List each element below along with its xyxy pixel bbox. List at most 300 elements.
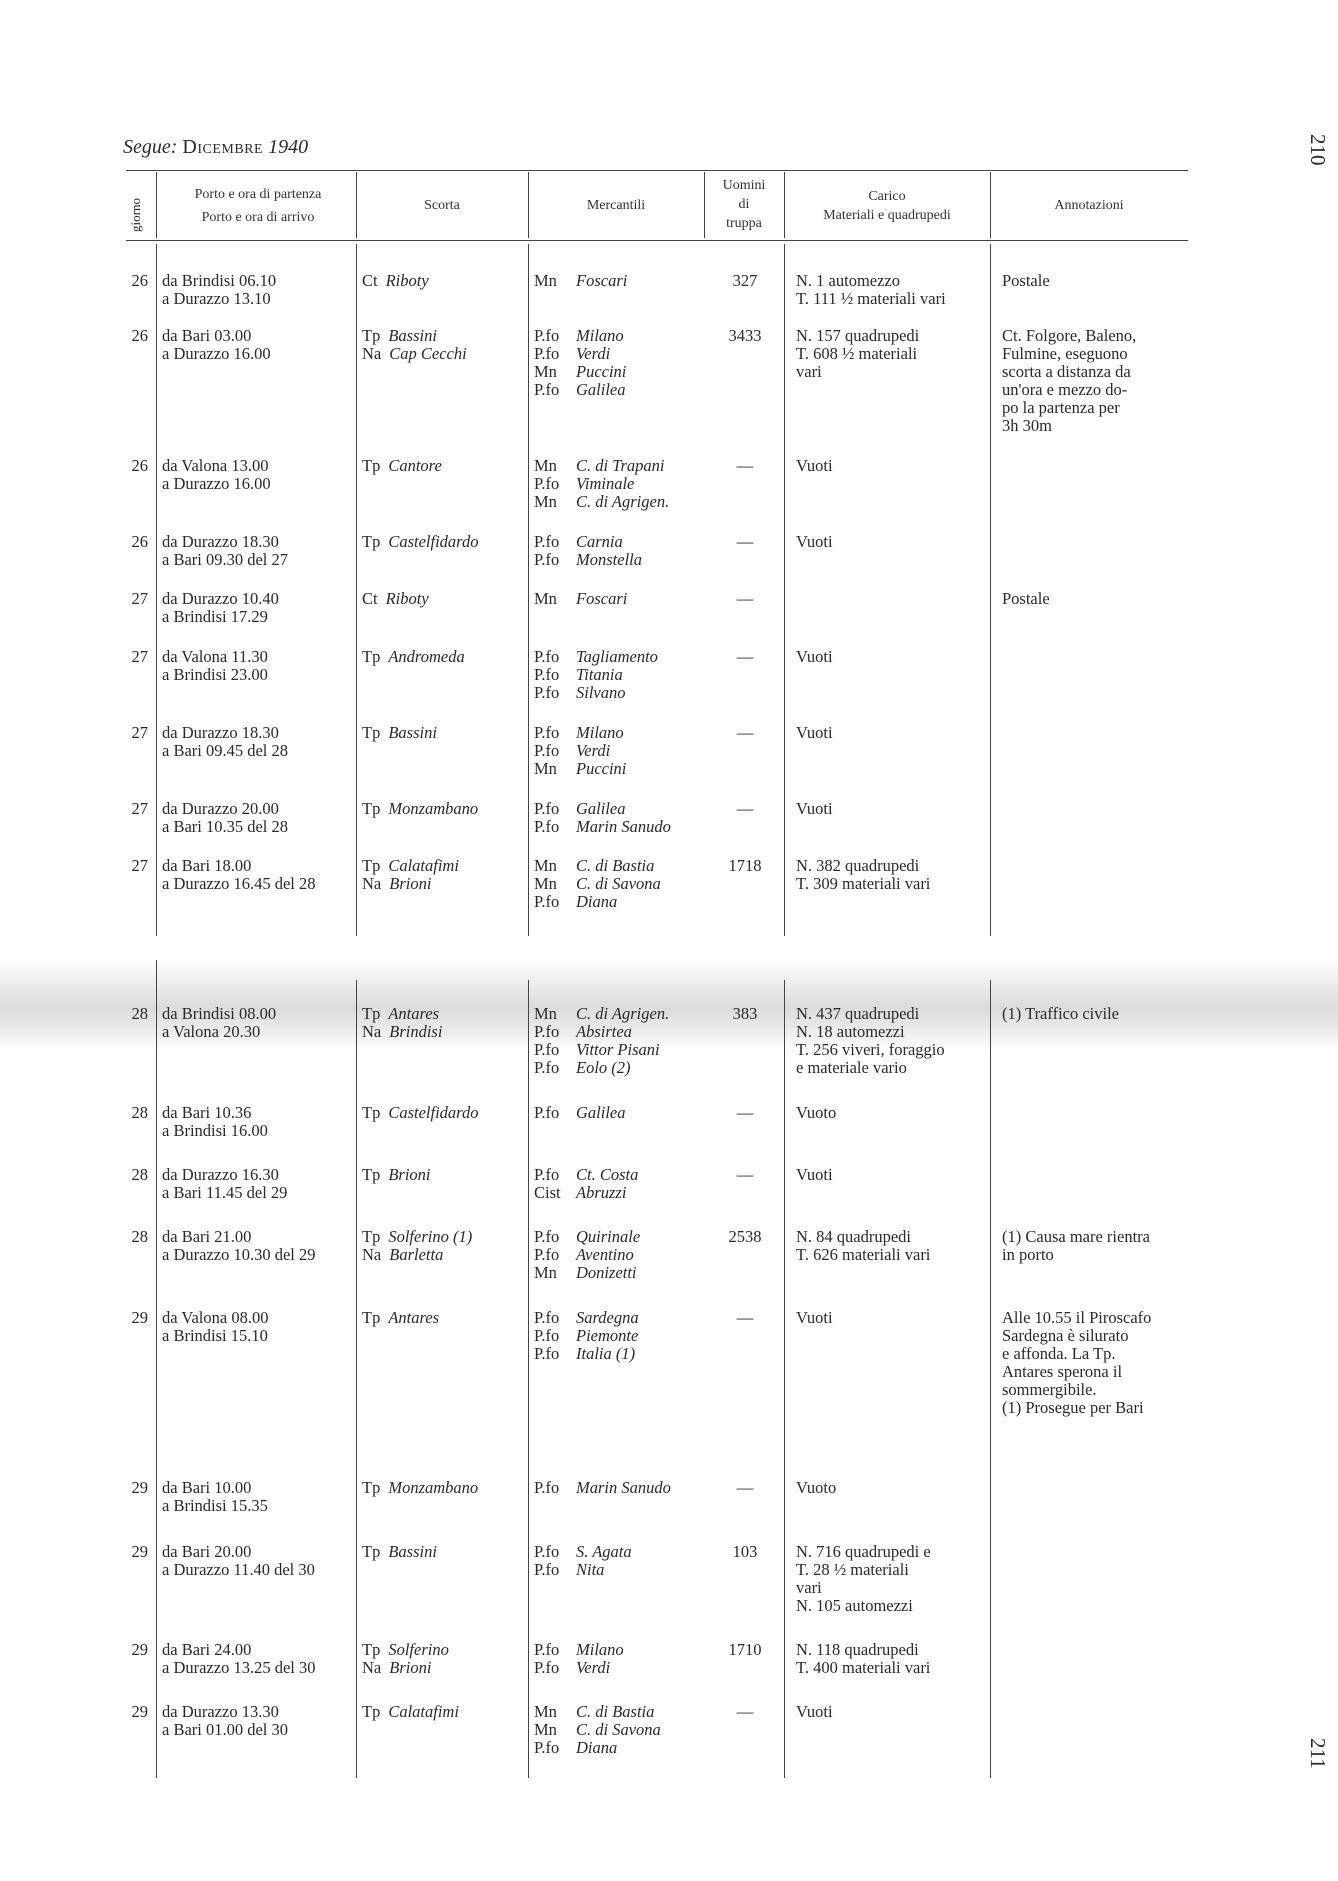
cargo-line: N. 84 quadrupedi bbox=[796, 1227, 912, 1246]
departure-cell: da Valona 11.30 bbox=[162, 647, 268, 666]
escort-type: Tp bbox=[362, 1103, 381, 1122]
merchant-name: Galilea bbox=[576, 799, 626, 818]
merchant-type: P.fo bbox=[534, 1103, 560, 1122]
annotation-line: Sardegna è silurato bbox=[1002, 1326, 1129, 1345]
uomini-line-2: di bbox=[738, 196, 750, 212]
escort-name: Bassini bbox=[388, 723, 437, 742]
col-divider bbox=[990, 244, 991, 936]
escort-type: Tp bbox=[362, 647, 381, 666]
departure-cell: da Brindisi 08.00 bbox=[162, 1004, 277, 1023]
column-header-carico bbox=[784, 188, 990, 226]
departure-cell: da Bari 10.00 bbox=[162, 1478, 252, 1497]
arrival-cell: a Bari 09.30 del 27 bbox=[162, 550, 289, 569]
merchant-ship bbox=[534, 1059, 631, 1077]
merchant-type: Mn bbox=[534, 271, 557, 290]
merchant-type: Mn bbox=[534, 589, 557, 608]
merchant-type: Mn bbox=[534, 1720, 557, 1739]
troops-cell: 103 bbox=[732, 1542, 758, 1561]
departure-cell: da Bari 24.00 bbox=[162, 1640, 252, 1659]
merchant-name: Carnia bbox=[576, 532, 623, 551]
escort-ship bbox=[362, 1246, 443, 1264]
escort-ship bbox=[362, 724, 437, 742]
merchant-ship bbox=[534, 1309, 639, 1327]
merchant-type: P.fo bbox=[534, 326, 560, 345]
arrival-cell: a Durazzo 16.00 bbox=[162, 474, 271, 493]
escort-type: Tp bbox=[362, 1165, 381, 1184]
escort-ship bbox=[362, 1166, 431, 1184]
cargo-line: T. 626 materiali vari bbox=[796, 1245, 931, 1264]
annotation-line: sommergibile. bbox=[1002, 1380, 1097, 1399]
arrival-cell: a Bari 10.35 del 28 bbox=[162, 817, 289, 836]
escort-type: Ct bbox=[362, 271, 378, 290]
day-cell: 29 bbox=[131, 1308, 148, 1327]
merchant-name: Galilea bbox=[576, 1103, 626, 1122]
merchant-name: Absirtea bbox=[576, 1022, 632, 1041]
departure-cell: da Durazzo 18.30 bbox=[162, 723, 279, 742]
merchant-type: Mn bbox=[534, 1004, 557, 1023]
annotation-line: (1) Causa mare rientra bbox=[1002, 1227, 1150, 1246]
merchant-type: Mn bbox=[534, 456, 557, 475]
col-divider bbox=[784, 980, 785, 1778]
merchant-type: P.fo bbox=[534, 1022, 560, 1041]
col-divider bbox=[990, 172, 991, 238]
escort-name: Brioni bbox=[389, 874, 432, 893]
cargo-line: vari bbox=[796, 1578, 822, 1597]
merchant-type: Mn bbox=[534, 492, 557, 511]
cargo-line: N. 118 quadrupedi bbox=[796, 1640, 919, 1659]
escort-name: Riboty bbox=[385, 589, 429, 608]
merchant-name: Milano bbox=[576, 326, 624, 345]
annotation-line: Ct. Folgore, Baleno, bbox=[1002, 326, 1137, 345]
cargo-line: T. 309 materiali vari bbox=[796, 874, 931, 893]
arrival-cell: a Brindisi 16.00 bbox=[162, 1121, 268, 1140]
troops-cell: 1718 bbox=[728, 856, 762, 875]
day-cell: 27 bbox=[131, 647, 148, 666]
escort-name: Brioni bbox=[389, 1658, 432, 1677]
merchant-type: P.fo bbox=[534, 1542, 560, 1561]
merchant-name: Donizetti bbox=[576, 1263, 637, 1282]
escort-type: Tp bbox=[362, 1542, 381, 1561]
col-divider bbox=[704, 172, 705, 238]
column-header-arrival: Porto e ora di arrivo bbox=[201, 209, 315, 225]
cargo-line: N. 1 automezzo bbox=[796, 271, 901, 290]
escort-ship bbox=[362, 1659, 431, 1677]
escort-name: Solferino bbox=[388, 1640, 449, 1659]
cargo-line: N. 382 quadrupedi bbox=[796, 856, 920, 875]
page-title bbox=[123, 136, 308, 159]
day-cell: 28 bbox=[131, 1227, 148, 1246]
annotation-line: Alle 10.55 il Piroscafo bbox=[1002, 1308, 1152, 1327]
merchant-type: P.fo bbox=[534, 723, 560, 742]
arrival-cell: a Brindisi 23.00 bbox=[162, 665, 268, 684]
merchant-name: Tagliamento bbox=[576, 647, 658, 666]
cargo-line: Vuoti bbox=[796, 1702, 833, 1721]
merchant-type: P.fo bbox=[534, 1326, 560, 1345]
merchant-type: P.fo bbox=[534, 1058, 560, 1077]
merchant-ship bbox=[534, 724, 624, 742]
cargo-line: Vuoto bbox=[796, 1103, 837, 1122]
escort-ship bbox=[362, 857, 459, 875]
day-cell: 27 bbox=[131, 723, 148, 742]
escort-name: Andromeda bbox=[388, 647, 465, 666]
escort-ship bbox=[362, 590, 429, 608]
annotation-line: 3h 30m bbox=[1002, 416, 1052, 435]
cargo-line: e materiale vario bbox=[796, 1058, 907, 1077]
merchant-name: Puccini bbox=[576, 362, 627, 381]
arrival-cell: a Bari 09.45 del 28 bbox=[162, 741, 289, 760]
annotation-line: Postale bbox=[1002, 589, 1050, 608]
column-header-giorno: giorno bbox=[128, 198, 143, 232]
merchant-name: Monstella bbox=[576, 550, 642, 569]
merchant-type: P.fo bbox=[534, 817, 560, 836]
merchant-name: C. di Agrigen. bbox=[576, 1004, 670, 1023]
troops-cell: — bbox=[736, 1165, 754, 1184]
troops-cell: 383 bbox=[732, 1004, 758, 1023]
merchant-type: P.fo bbox=[534, 344, 560, 363]
escort-ship bbox=[362, 457, 442, 475]
merchant-name: Viminale bbox=[576, 474, 635, 493]
day-cell: 27 bbox=[131, 856, 148, 875]
annotation-line: scorta a distanza da bbox=[1002, 362, 1131, 381]
col-divider bbox=[356, 244, 357, 936]
troops-cell: 2538 bbox=[728, 1227, 762, 1246]
departure-cell: da Durazzo 18.30 bbox=[162, 532, 279, 551]
col-divider bbox=[528, 172, 529, 238]
merchant-type: P.fo bbox=[534, 1165, 560, 1184]
merchant-ship bbox=[534, 684, 626, 702]
departure-cell: da Bari 10.36 bbox=[162, 1103, 252, 1122]
merchant-type: Mn bbox=[534, 362, 557, 381]
troops-cell: — bbox=[736, 1702, 754, 1721]
cargo-line: Vuoti bbox=[796, 1308, 833, 1327]
merchant-name: Ct. Costa bbox=[576, 1165, 639, 1184]
escort-ship bbox=[362, 345, 467, 363]
merchant-type: P.fo bbox=[534, 1560, 560, 1579]
col-divider bbox=[156, 244, 157, 936]
cargo-line: T. 256 viveri, foraggio bbox=[796, 1040, 945, 1059]
departure-cell: da Bari 21.00 bbox=[162, 1227, 252, 1246]
departure-cell: da Bari 03.00 bbox=[162, 326, 252, 345]
cargo-line: N. 157 quadrupedi bbox=[796, 326, 920, 345]
escort-ship bbox=[362, 800, 478, 818]
cargo-line: vari bbox=[796, 362, 822, 381]
escort-type: Tp bbox=[362, 1478, 381, 1497]
merchant-type: P.fo bbox=[534, 1478, 560, 1497]
merchant-name: Diana bbox=[576, 1738, 618, 1757]
merchant-type: P.fo bbox=[534, 799, 560, 818]
merchant-type: Mn bbox=[534, 1702, 557, 1721]
col-divider bbox=[528, 980, 529, 1778]
troops-cell: — bbox=[736, 589, 754, 608]
escort-ship bbox=[362, 327, 437, 345]
day-cell: 26 bbox=[131, 326, 148, 345]
col-divider bbox=[784, 172, 785, 238]
merchant-name: C. di Savona bbox=[576, 874, 661, 893]
merchant-ship bbox=[534, 1264, 637, 1282]
escort-type: Na bbox=[362, 1022, 382, 1041]
merchant-type: Mn bbox=[534, 1263, 557, 1282]
escort-type: Tp bbox=[362, 799, 381, 818]
cargo-line: N. 18 automezzi bbox=[796, 1022, 905, 1041]
departure-cell: da Bari 18.00 bbox=[162, 856, 252, 875]
merchant-type: P.fo bbox=[534, 665, 560, 684]
escort-name: Cantore bbox=[388, 456, 442, 475]
escort-type: Tp bbox=[362, 1308, 381, 1327]
merchant-name: Marin Sanudo bbox=[576, 817, 671, 836]
annotation-line: po la partenza per bbox=[1002, 398, 1120, 417]
merchant-ship bbox=[534, 345, 610, 363]
page-number-bottom: 211 bbox=[1306, 1738, 1330, 1769]
annotation-line: Fulmine, eseguono bbox=[1002, 344, 1128, 363]
column-header-annotazioni: Annotazioni bbox=[1054, 198, 1124, 213]
troops-cell: — bbox=[736, 799, 754, 818]
uomini-line-1: Uomini bbox=[722, 178, 766, 193]
merchant-name: Milano bbox=[576, 723, 624, 742]
arrival-cell: a Brindisi 15.10 bbox=[162, 1326, 268, 1345]
cargo-line: Vuoto bbox=[796, 1478, 837, 1497]
merchant-name: Vittor Pisani bbox=[576, 1040, 660, 1059]
cargo-line: N. 105 automezzi bbox=[796, 1596, 913, 1615]
escort-ship bbox=[362, 533, 479, 551]
escort-type: Tp bbox=[362, 1702, 381, 1721]
escort-type: Tp bbox=[362, 856, 381, 875]
merchant-type: P.fo bbox=[534, 550, 560, 569]
carico-line-2: Materiali e quadrupedi bbox=[823, 207, 951, 223]
escort-type: Na bbox=[362, 1658, 382, 1677]
escort-name: Monzambano bbox=[388, 1478, 479, 1497]
merchant-type: Cist bbox=[534, 1183, 561, 1202]
merchant-name: Galilea bbox=[576, 380, 626, 399]
escort-ship bbox=[362, 1228, 472, 1246]
merchant-name: C. di Bastia bbox=[576, 1702, 655, 1721]
merchant-ship bbox=[534, 1561, 604, 1579]
merchant-ship bbox=[534, 1543, 632, 1561]
escort-name: Solferino (1) bbox=[388, 1227, 473, 1246]
escort-name: Bassini bbox=[388, 1542, 437, 1561]
departure-cell: da Durazzo 10.40 bbox=[162, 589, 279, 608]
escort-type: Tp bbox=[362, 1640, 381, 1659]
escort-ship bbox=[362, 1309, 439, 1327]
title-prefix: Segue: bbox=[123, 136, 178, 158]
day-cell: 28 bbox=[131, 1165, 148, 1184]
merchant-ship bbox=[534, 1104, 626, 1122]
merchant-name: Titania bbox=[576, 665, 623, 684]
cargo-line: T. 400 materiali vari bbox=[796, 1658, 931, 1677]
escort-name: Brindisi bbox=[389, 1022, 443, 1041]
merchant-type: Mn bbox=[534, 874, 557, 893]
merchant-name: C. di Savona bbox=[576, 1720, 661, 1739]
day-cell: 29 bbox=[131, 1640, 148, 1659]
merchant-name: Verdi bbox=[576, 344, 611, 363]
arrival-cell: a Valona 20.30 bbox=[162, 1022, 261, 1041]
arrival-cell: a Bari 01.00 del 30 bbox=[162, 1720, 289, 1739]
annotation-line: Antares sperona il bbox=[1002, 1362, 1123, 1381]
troops-cell: — bbox=[736, 723, 754, 742]
departure-cell: da Brindisi 06.10 bbox=[162, 271, 277, 290]
merchant-name: Milano bbox=[576, 1640, 624, 1659]
escort-name: Calatafimi bbox=[388, 856, 459, 875]
merchant-name: Marin Sanudo bbox=[576, 1478, 671, 1497]
escort-type: Tp bbox=[362, 1227, 381, 1246]
escort-ship bbox=[362, 1005, 439, 1023]
day-cell: 26 bbox=[131, 456, 148, 475]
escort-type: Tp bbox=[362, 326, 381, 345]
merchant-type: Mn bbox=[534, 856, 557, 875]
day-cell: 26 bbox=[131, 532, 148, 551]
merchant-ship bbox=[534, 1659, 610, 1677]
escort-name: Cap Cecchi bbox=[389, 344, 467, 363]
cargo-line: Vuoti bbox=[796, 799, 833, 818]
escort-name: Castelfidardo bbox=[388, 532, 479, 551]
cargo-line: T. 111 ½ materiali vari bbox=[796, 289, 946, 308]
merchant-type: P.fo bbox=[534, 380, 560, 399]
escort-name: Castelfidardo bbox=[388, 1103, 479, 1122]
merchant-ship bbox=[534, 1327, 638, 1345]
merchant-ship bbox=[534, 760, 626, 778]
column-header-ports bbox=[160, 186, 356, 228]
merchant-type: P.fo bbox=[534, 1308, 560, 1327]
day-cell: 27 bbox=[131, 589, 148, 608]
annotation-line: un'ora e mezzo do- bbox=[1002, 380, 1128, 399]
merchant-name: Diana bbox=[576, 892, 618, 911]
day-cell: 28 bbox=[131, 1004, 148, 1023]
merchant-name: Silvano bbox=[576, 683, 626, 702]
title-month: Dicembre bbox=[182, 136, 264, 158]
escort-name: Antares bbox=[388, 1308, 440, 1327]
merchant-ship bbox=[534, 1166, 638, 1184]
arrival-cell: a Durazzo 13.10 bbox=[162, 289, 271, 308]
cargo-line: T. 28 ½ materiali bbox=[796, 1560, 909, 1579]
merchant-name: C. di Bastia bbox=[576, 856, 655, 875]
cargo-line: Vuoti bbox=[796, 647, 833, 666]
arrival-cell: a Durazzo 16.00 bbox=[162, 344, 271, 363]
col-divider bbox=[356, 172, 357, 238]
troops-cell: — bbox=[736, 1478, 754, 1497]
escort-ship bbox=[362, 1543, 437, 1561]
carico-line-1: Carico bbox=[868, 189, 906, 204]
merchant-name: Piemonte bbox=[576, 1326, 639, 1345]
annotation-line: in porto bbox=[1002, 1245, 1054, 1264]
escort-type: Na bbox=[362, 874, 382, 893]
merchant-name: Aventino bbox=[576, 1245, 634, 1264]
troops-cell: 3433 bbox=[728, 326, 762, 345]
merchant-ship bbox=[534, 1228, 640, 1246]
merchant-name: Verdi bbox=[576, 741, 611, 760]
escort-ship bbox=[362, 272, 429, 290]
merchant-type: P.fo bbox=[534, 1658, 560, 1677]
troops-cell: — bbox=[736, 647, 754, 666]
day-cell: 26 bbox=[131, 271, 148, 290]
annotation-line: (1) Prosegue per Bari bbox=[1002, 1398, 1144, 1417]
merchant-type: P.fo bbox=[534, 1227, 560, 1246]
merchant-type: P.fo bbox=[534, 1344, 560, 1363]
troops-cell: 1710 bbox=[728, 1640, 762, 1659]
arrival-cell: a Brindisi 17.29 bbox=[162, 607, 268, 626]
departure-cell: da Bari 20.00 bbox=[162, 1542, 252, 1561]
troops-cell: — bbox=[736, 456, 754, 475]
col-divider bbox=[356, 980, 357, 1778]
escort-type: Tp bbox=[362, 456, 381, 475]
merchant-ship bbox=[534, 475, 634, 493]
title-year: 1940 bbox=[268, 136, 309, 158]
merchant-ship bbox=[534, 1739, 617, 1757]
cargo-line: Vuoti bbox=[796, 532, 833, 551]
merchant-name: Nita bbox=[576, 1560, 605, 1579]
escort-type: Tp bbox=[362, 532, 381, 551]
escort-name: Monzambano bbox=[388, 799, 479, 818]
escort-type: Na bbox=[362, 344, 382, 363]
annotation-line: Postale bbox=[1002, 271, 1050, 290]
escort-ship bbox=[362, 1104, 479, 1122]
merchant-ship bbox=[534, 272, 627, 290]
departure-cell: da Valona 08.00 bbox=[162, 1308, 269, 1327]
arrival-cell: a Durazzo 13.25 del 30 bbox=[162, 1658, 316, 1677]
day-cell: 29 bbox=[131, 1702, 148, 1721]
escort-ship bbox=[362, 1703, 459, 1721]
page-number-top: 210 bbox=[1306, 134, 1330, 166]
merchant-ship bbox=[534, 551, 642, 569]
escort-name: Antares bbox=[388, 1004, 440, 1023]
col-divider bbox=[784, 244, 785, 936]
annotation-line: e affonda. La Tp. bbox=[1002, 1344, 1116, 1363]
arrival-cell: a Durazzo 11.40 del 30 bbox=[162, 1560, 315, 1579]
merchant-ship bbox=[534, 1641, 624, 1659]
merchant-ship bbox=[534, 1005, 669, 1023]
merchant-type: P.fo bbox=[534, 647, 560, 666]
escort-name: Barletta bbox=[389, 1245, 444, 1264]
troops-cell: — bbox=[736, 1308, 754, 1327]
merchant-ship bbox=[534, 666, 623, 684]
column-header-scorta: Scorta bbox=[424, 198, 460, 213]
escort-name: Calatafimi bbox=[388, 1702, 459, 1721]
merchant-ship bbox=[534, 1721, 661, 1739]
merchant-type: P.fo bbox=[534, 683, 560, 702]
merchant-ship bbox=[534, 363, 626, 381]
col-divider bbox=[156, 172, 157, 238]
escort-type: Tp bbox=[362, 1004, 381, 1023]
merchant-type: P.fo bbox=[534, 474, 560, 493]
cargo-line: N. 716 quadrupedi e bbox=[796, 1542, 931, 1561]
merchant-name: Italia (1) bbox=[576, 1344, 636, 1363]
merchant-ship bbox=[534, 381, 626, 399]
cargo-line: T. 608 ½ materiali bbox=[796, 344, 918, 363]
merchant-ship bbox=[534, 1041, 660, 1059]
merchant-name: C. di Trapani bbox=[576, 456, 665, 475]
cargo-line: N. 437 quadrupedi bbox=[796, 1004, 920, 1023]
day-cell: 27 bbox=[131, 799, 148, 818]
escort-name: Bassini bbox=[388, 326, 437, 345]
day-cell: 29 bbox=[131, 1542, 148, 1561]
merchant-type: P.fo bbox=[534, 532, 560, 551]
escort-ship bbox=[362, 1479, 478, 1497]
escort-ship bbox=[362, 1023, 442, 1041]
col-divider bbox=[990, 980, 991, 1778]
troops-cell: — bbox=[736, 1103, 754, 1122]
header-bottom-rule bbox=[126, 240, 1188, 241]
merchant-type: P.fo bbox=[534, 1738, 560, 1757]
troops-cell: — bbox=[736, 532, 754, 551]
merchant-ship bbox=[534, 533, 623, 551]
merchant-ship bbox=[534, 893, 617, 911]
escort-name: Riboty bbox=[385, 271, 429, 290]
merchant-type: P.fo bbox=[534, 741, 560, 760]
cargo-line: Vuoti bbox=[796, 723, 833, 742]
merchant-name: Abruzzi bbox=[576, 1183, 627, 1202]
col-divider bbox=[156, 960, 157, 1778]
uomini-line-3: truppa bbox=[726, 215, 762, 231]
arrival-cell: a Bari 11.45 del 29 bbox=[162, 1183, 288, 1202]
merchant-type: P.fo bbox=[534, 1245, 560, 1264]
